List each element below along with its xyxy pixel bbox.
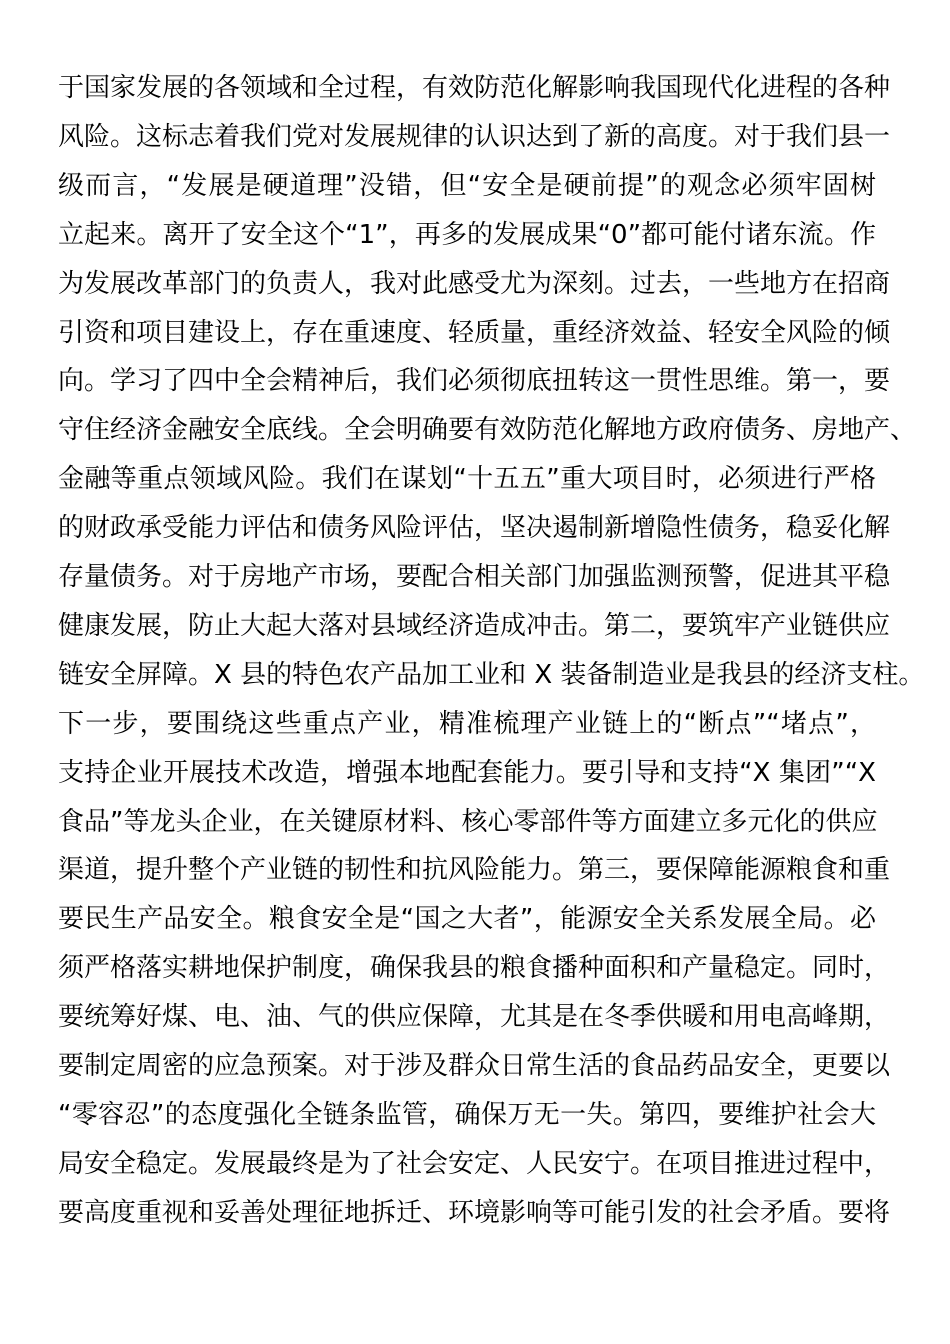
text-line: 守住经济金融安全底线。全会明确要有效防范化解地方政府债务、房地产、 xyxy=(58,415,917,446)
text-line: 须严格落实耕地保护制度，确保我县的粮食播种面积和产量稳定。同时， xyxy=(58,953,891,984)
text-line: 立起来。离开了安全这个“1”，再多的发展成果“0”都可能付诸东流。作 xyxy=(58,219,876,250)
text-line: 引资和项目建设上，存在重速度、轻质量，重经济效益、轻安全风险的倾 xyxy=(58,317,891,348)
text-line: 渠道，提升整个产业链的韧性和抗风险能力。第三，要保障能源粮食和重 xyxy=(58,855,891,886)
text-line: 要制定周密的应急预案。对于涉及群众日常生活的食品药品安全，更要以 xyxy=(58,1051,891,1081)
text-line: “零容忍”的态度强化全链条监管，确保万无一失。第四，要维护社会大 xyxy=(58,1099,876,1130)
text-line: 为发展改革部门的负责人，我对此感受尤为深刻。过去，一些地方在招商 xyxy=(58,268,891,299)
text-line: 金融等重点领域风险。我们在谋划“十五五”重大项目时，必须进行严格 xyxy=(58,464,876,495)
text-line: 健康发展，防止大起大落对县域经济造成冲击。第二，要筑牢产业链供应 xyxy=(58,610,891,641)
text-line: 级而言，“发展是硬道理”没错，但“安全是硬前提”的观念必须牢固树 xyxy=(58,170,876,201)
text-line: 的财政承受能力评估和债务风险评估，坚决遏制新增隐性债务，稳妥化解 xyxy=(58,513,891,544)
text-line: 要民生产品安全。粮食安全是“国之大者”，能源安全关系发展全局。必 xyxy=(58,904,876,935)
text-line: 于国家发展的各领域和全过程，有效防范化解影响我国现代化进程的各种 xyxy=(58,73,891,103)
text-line: 要统筹好煤、电、油、气的供应保障，尤其是在冬季供暖和用电高峰期， xyxy=(58,1002,891,1033)
text-line: 食品”等龙头企业，在关键原材料、核心零部件等方面建立多元化的供应 xyxy=(58,806,878,837)
text-line: 风险。这标志着我们党对发展规律的认识达到了新的高度。对于我们县一 xyxy=(58,121,891,152)
text-line: 支持企业开展技术改造，增强本地配套能力。要引导和支持“X 集团”“X xyxy=(58,757,876,788)
text-line: 存量债务。对于房地产市场，要配合相关部门加强监测预警，促进其平稳 xyxy=(58,562,891,592)
text-line: 下一步，要围绕这些重点产业，精准梳理产业链上的“断点”“堵点”， xyxy=(58,708,876,739)
text-line: 局安全稳定。发展最终是为了社会安定、人民安宁。在项目推进过程中， xyxy=(58,1148,891,1179)
text-line: 要高度重视和妥善处理征地拆迁、环境影响等可能引发的社会矛盾。要将 xyxy=(58,1197,891,1228)
text-line: 链安全屏障。X 县的特色农产品加工业和 X 装备制造业是我县的经济支柱。 xyxy=(58,659,925,690)
text-line: 向。学习了四中全会精神后，我们必须彻底扭转这一贯性思维。第一，要 xyxy=(58,366,891,397)
